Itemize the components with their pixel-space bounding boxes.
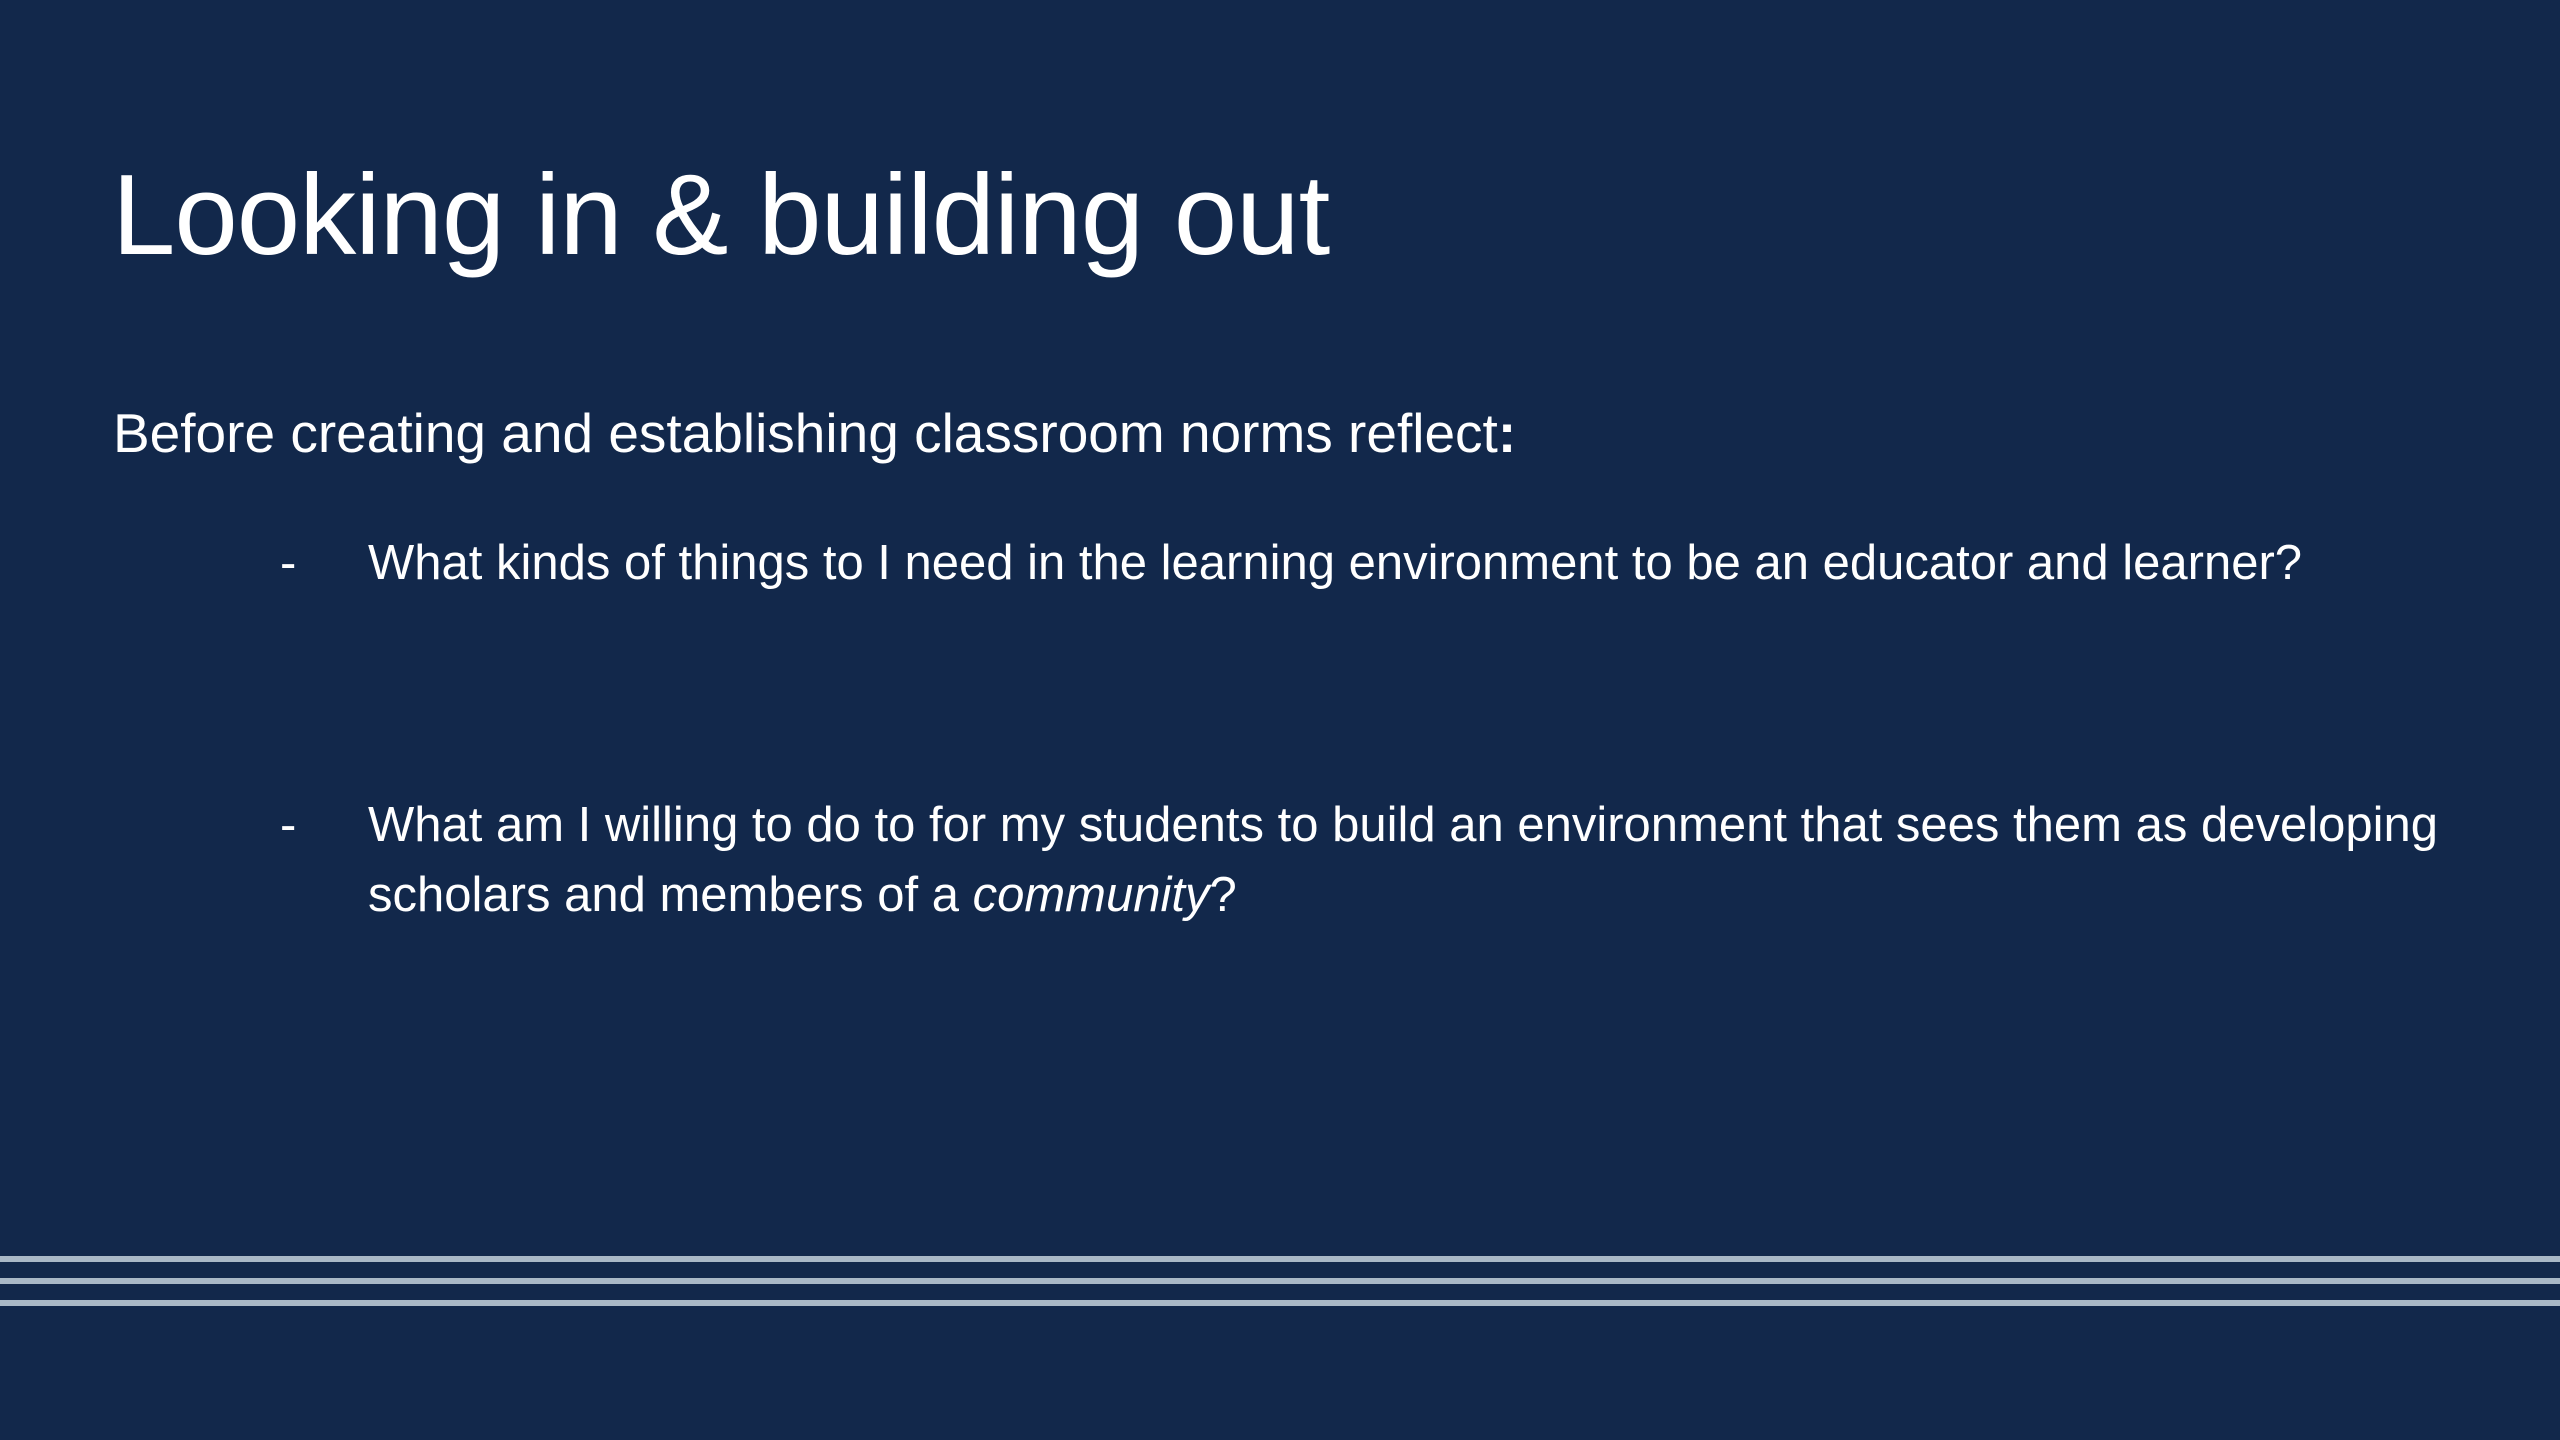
bullet-text [368, 790, 2468, 930]
decorative-stripes [0, 1256, 2560, 1312]
slide-subtitle [113, 400, 1516, 466]
bullet-marker: - [280, 536, 297, 590]
stripe-line [0, 1300, 2560, 1306]
subtitle-colon: : [1497, 402, 1517, 464]
bullet-text-after: ? [1209, 868, 1237, 922]
subtitle-text: Before creating and establishing classroom norms reflect [113, 402, 1498, 464]
bullet-text: What kinds of things to I need in the learning environment to be an educator and learner? [368, 536, 2303, 590]
bullet-text-emphasis: community [972, 868, 1210, 922]
stripe-line [0, 1256, 2560, 1262]
bullet-marker: - [280, 798, 297, 852]
slide-title: Looking in & building out [112, 152, 1330, 279]
bullet-text-before: What am I willing to do to for my students to build an environment that sees them as developing scholars and members of a [368, 798, 2438, 922]
stripe-line [0, 1278, 2560, 1284]
